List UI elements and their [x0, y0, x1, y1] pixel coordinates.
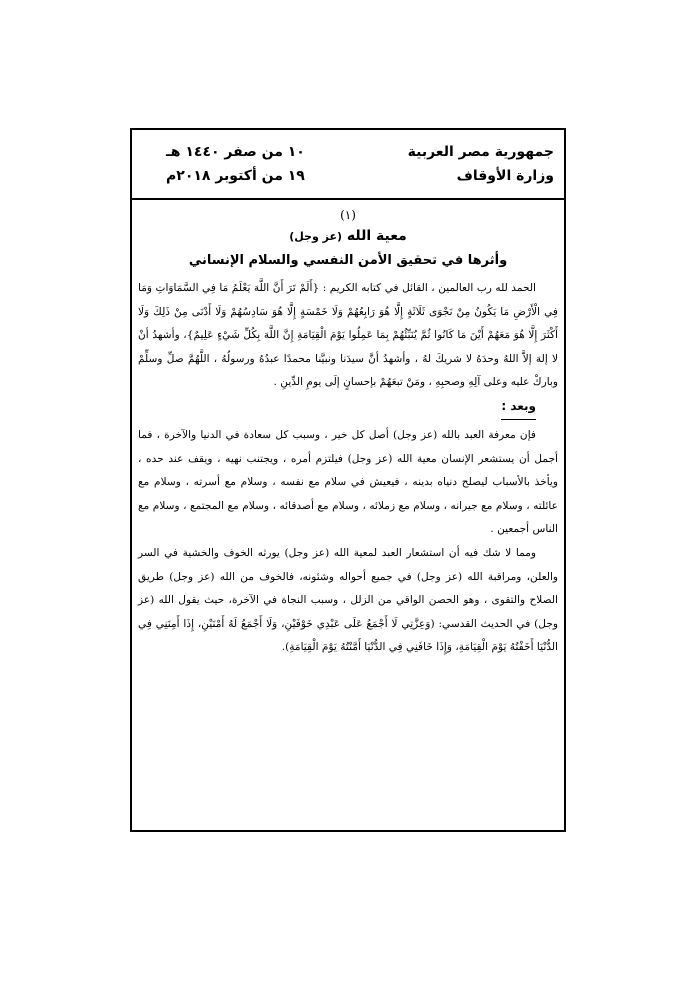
country-name: جمهورية مصر العربية: [407, 144, 554, 160]
page-frame: [130, 128, 566, 832]
paragraph-1: فإن معرفة العبد بالله (عز وجل) أصل كل خير ، وسبب كل سعادة في الدنيا والآخرة ، فما أجمل أن يستشعر الإنسان معية الله (عز وجل) فيلتزم أمره ، ويجتنب نهيه ، ويقف عند حده ، ويأخذ بالأسباب ليصلح دنياه بدينه ، فيعيش في سلام مع نفسه ، وسلام مع أسرته ، وسلام مع عائلته ، وسلام مع جيرانه ، وسلام مع زملائه ، وسلام مع أصدقائه ، وسلام مع المجتمع ، وسلام مع الناس أجمعين .: [138, 428, 558, 536]
date-block: [166, 140, 305, 188]
issuer-block: [408, 140, 554, 188]
title-main: معية الله: [346, 228, 407, 244]
gregorian-date: ١٩ من أكتوبر ٢٠١٨م: [166, 168, 305, 184]
ministry-name: وزارة الأوقاف: [456, 168, 554, 184]
intro-paragraph: الحمد لله رب العالمين ، القائل في كتابه الكريم : {أَلَمْ تَرَ أَنَّ اللَّهَ يَعْلَمُ مَا فِي السَّمَاوَاتِ وَمَا فِي الْأَرْضِ مَا يَكُونُ مِنْ نَجْوَى ثَلَاثَةٍ إِلَّا هُوَ رَابِعُهُمْ وَلَا خَمْسَةٍ إِلَّا هُوَ سَادِسُهُمْ وَلَا أَدْنَى مِنْ ذَلِكَ وَلَا أَكْثَرَ إِلَّا هُوَ مَعَهُمْ أَيْنَ مَا كَانُوا ثُمَّ يُنَبِّئُهُمْ بِمَا عَمِلُوا يَوْمَ الْقِيَامَةِ إِنَّ اللَّهَ بِكُلِّ شَيْءٍ عَلِيمٌ}، وأشهدُ أنْ لا إلهَ إلاَّ اللهُ وحدَهُ لا شريكَ لهُ ، وأشهدُ أنَّ سيدَنا ونبيَّنا محمدًا عبدُهُ ورسولُهُ ، اللَّهُمَّ صلِّ وسلِّمْ وباركْ عليه وعلى آلِهِ وصحبِهِ ، ومَنْ تبعَهُمْ بإحسانٍ إلَى يومِ الدِّينِ .: [138, 282, 558, 389]
article-body: [138, 206, 558, 824]
hijri-date: ١٠ من صفر ١٤٤٠ هـ: [166, 144, 305, 160]
article-subtitle: وأثرها في تحقيق الأمن النفسي والسلام الإنساني: [188, 253, 508, 268]
article-title: [138, 224, 558, 249]
paragraph-2: ومما لا شك فيه أن استشعار العبد لمعية الله (عز وجل) يورثه الخوف والخشية في السر والعلن، ومراقبة الله (عز وجل) في جميع أحواله وشئونه، فالخوف من الله (عز وجل) طريق الصلاح والتقوى ، وهو الحصن الواقي من الزلل ، وسبب النجاة في الآخرة، حيث يقول الله (عز وجل) في الحديث القدسي: (وَعِزَّتِي لَا أَجْمَعُ عَلَى عَبْدِي خَوْفَيْنِ، وَلَا أَجْمَعُ لَهُ أَمْنَيْنِ، إِذَا أَمِنَنِي فِي الدُّنْيَا أَخَفْتُهُ يَوْمَ الْقِيَامَةِ، وَإِذَا خَافَنِي فِي الدُّنْيَا أَمَّنْتُهُ يَوْمَ الْقِيَامَةِ).: [138, 546, 558, 654]
article-number: (١): [340, 208, 356, 222]
page-header: [132, 130, 564, 200]
section-heading: وبعد :: [501, 395, 536, 420]
title-paren: (عز وجل): [289, 230, 343, 243]
